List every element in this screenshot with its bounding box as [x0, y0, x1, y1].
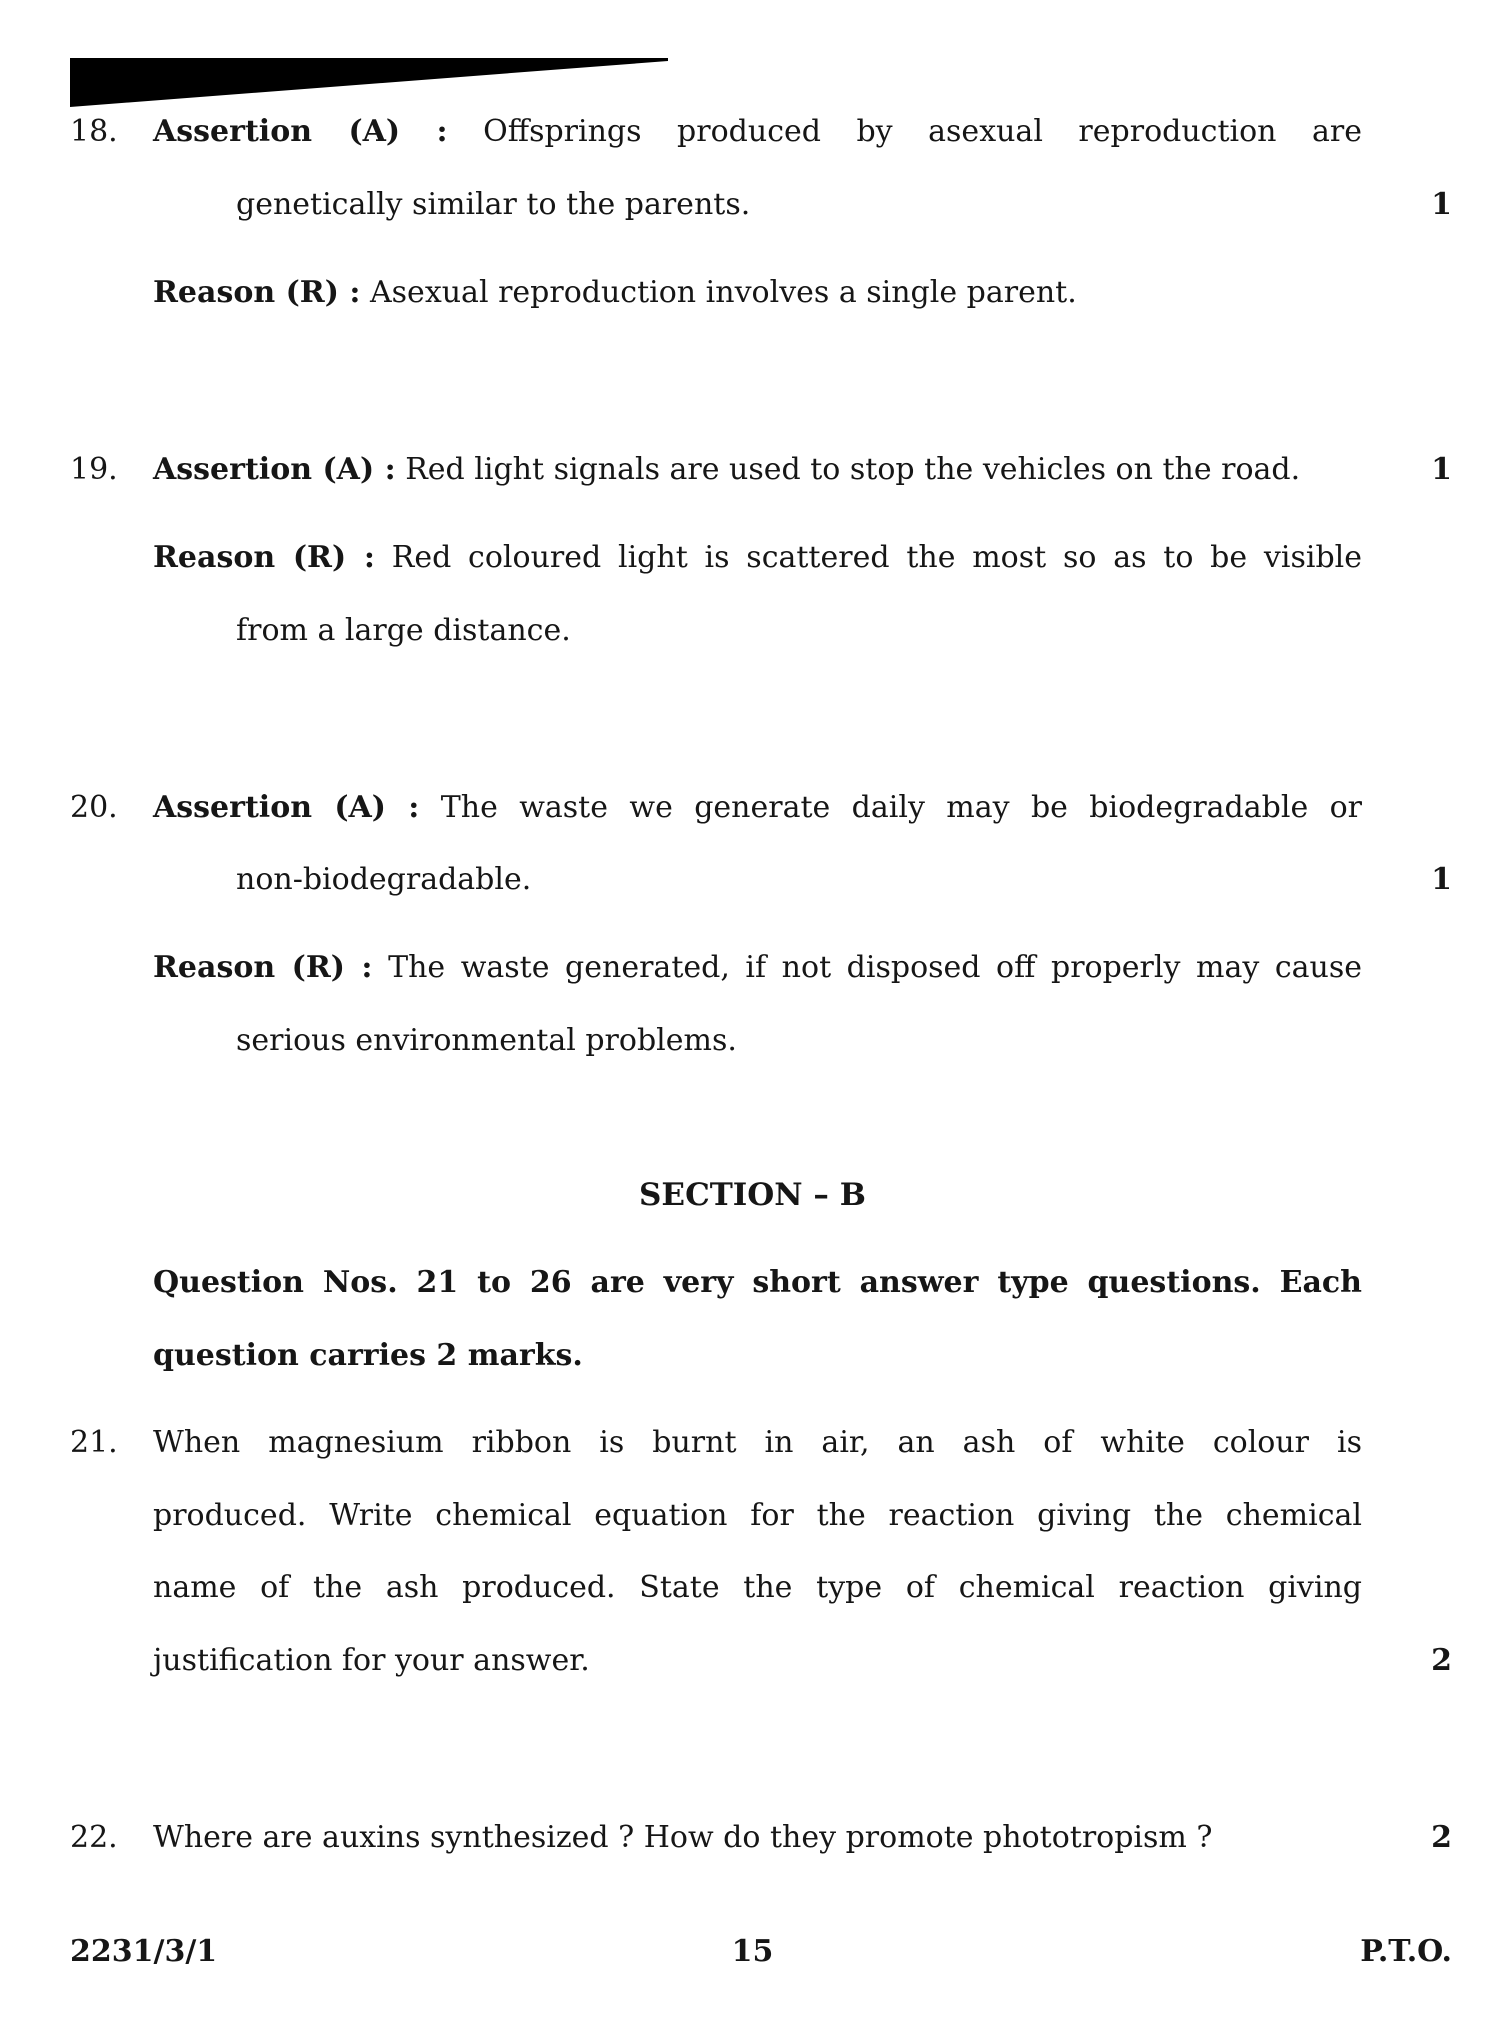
q21-marks: 2	[1431, 1643, 1452, 1678]
q18-reason-text1: Asexual reproduction involves a single parent.	[370, 275, 1077, 310]
q20-assertion-text1: The waste we generate daily may be biodegradable or	[440, 790, 1362, 825]
question-number-21: 21.	[70, 1425, 118, 1460]
question-number-22: 22.	[70, 1820, 118, 1855]
q19-reason-line2: from a large distance.	[236, 613, 571, 648]
q19-marks: 1	[1431, 452, 1452, 487]
q18-assertion-text1: Offsprings produced by asexual reproduction are	[483, 114, 1362, 149]
q20-reason-line2: serious environmental problems.	[236, 1023, 737, 1058]
section-instructions-line1: Question Nos. 21 to 26 are very short answer type questions. Each	[153, 1265, 1362, 1300]
q18-reason-label: Reason (R) :	[153, 275, 361, 310]
page-number: 15	[731, 1934, 774, 1969]
section-instructions-line2: question carries 2 marks.	[153, 1338, 583, 1373]
q19-assertion-text1: Red light signals are used to stop the vehicles on the road.	[405, 452, 1301, 487]
question-number-19: 19.	[70, 452, 118, 487]
q22-marks: 2	[1431, 1820, 1452, 1855]
q20-marks: 1	[1431, 862, 1452, 897]
q21-text-line3: name of the ash produced. State the type of chemical reaction giving	[153, 1570, 1362, 1605]
q22-text-line1: Where are auxins synthesized ? How do they promote phototropism ?	[153, 1820, 1213, 1855]
q20-assertion-line1	[153, 790, 1362, 826]
q20-reason-line1	[153, 950, 1362, 986]
q20-assertion-line2: non-biodegradable.	[236, 862, 532, 897]
q18-assertion-line2: genetically similar to the parents.	[236, 187, 751, 222]
q20-reason-text1: The waste generated, if not disposed off properly may cause	[388, 950, 1363, 985]
q19-assertion-line1	[153, 452, 1300, 488]
q21-text-line4: justification for your answer.	[153, 1643, 590, 1678]
q19-assertion-label: Assertion (A) :	[153, 452, 396, 487]
q20-assertion-label: Assertion (A) :	[153, 790, 420, 825]
q21-text-line2: produced. Write chemical equation for the reaction giving the chemical	[153, 1498, 1362, 1533]
header-black-bar	[70, 58, 668, 107]
q19-reason-text1: Red coloured light is scattered the most so as to be visible	[391, 540, 1362, 575]
q18-assertion-line1	[153, 114, 1362, 150]
q18-reason-line1	[153, 275, 1077, 311]
question-number-20: 20.	[70, 790, 118, 825]
q18-marks: 1	[1431, 187, 1452, 222]
section-heading: SECTION – B	[639, 1177, 866, 1213]
q21-text-line1: When magnesium ribbon is burnt in air, an ash of white colour is	[153, 1425, 1362, 1460]
q19-reason-label: Reason (R) :	[153, 540, 375, 575]
q19-reason-line1	[153, 540, 1362, 576]
q18-assertion-label: Assertion (A) :	[153, 114, 448, 149]
please-turn-over: P.T.O.	[1360, 1934, 1452, 1969]
question-number-18: 18.	[70, 114, 118, 149]
paper-code: 2231/3/1	[70, 1934, 218, 1969]
q20-reason-label: Reason (R) :	[153, 950, 373, 985]
